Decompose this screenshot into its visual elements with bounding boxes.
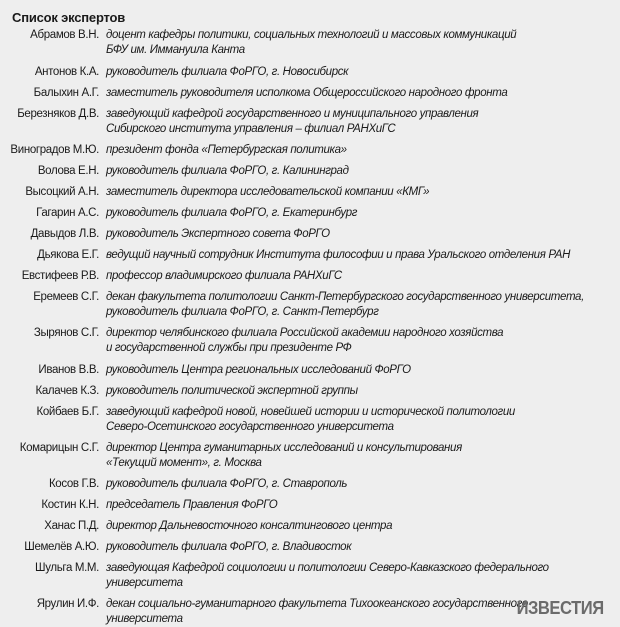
expert-row bbox=[0, 540, 620, 555]
izvestia-logo: ИЗВЕСТИЯ bbox=[516, 598, 604, 618]
expert-name: Балыхин А.Г. bbox=[33, 87, 99, 99]
expert-name: Ярулин И.Ф. bbox=[36, 598, 99, 610]
expert-name: Шемелёв А.Ю. bbox=[24, 541, 99, 553]
expert-description: директор Дальневосточного консалтингового центра bbox=[106, 520, 393, 532]
expert-row bbox=[0, 405, 620, 435]
expert-name: Абрамов В.Н. bbox=[30, 29, 99, 41]
expert-row bbox=[0, 477, 620, 492]
expert-description: заведующий кафедрой государственного и муниципального управления Сибирского института управления – филиал РАНХиГС bbox=[106, 108, 479, 135]
expert-row bbox=[0, 86, 620, 101]
expert-name: Ханас П.Д. bbox=[44, 520, 99, 532]
expert-description: заведующий кафедрой новой, новейшей истории и исторической политологии Северо-Осетинского государственного университета bbox=[106, 406, 515, 433]
expert-name: Калачев К.З. bbox=[35, 385, 99, 397]
expert-list bbox=[0, 28, 620, 627]
expert-description: руководитель Центра региональных исследований ФоРГО bbox=[106, 364, 411, 376]
expert-description: руководитель филиала ФоРГО, г. Калининград bbox=[106, 165, 349, 177]
expert-description: декан социально-гуманитарного факультета Тихоокеанского государственного университета bbox=[106, 598, 528, 625]
expert-name: Зырянов С.Г. bbox=[33, 327, 99, 339]
expert-row bbox=[0, 498, 620, 513]
expert-description: председатель Правления ФоРГО bbox=[106, 499, 278, 511]
expert-description: декан факультета политологии Санкт-Петербургского государственного университета, руководитель филиала ФоРГО, г. Санкт-Петербург bbox=[106, 291, 584, 318]
expert-name: Шульга М.М. bbox=[35, 562, 99, 574]
expert-description: руководитель политической экспертной группы bbox=[106, 385, 358, 397]
expert-description: руководитель филиала ФоРГО, г. Екатеринбург bbox=[106, 207, 358, 219]
expert-name: Виноградов М.Ю. bbox=[10, 144, 99, 156]
expert-name: Евстифеев Р.В. bbox=[21, 270, 99, 282]
expert-row bbox=[0, 206, 620, 221]
expert-row bbox=[0, 143, 620, 158]
expert-row bbox=[0, 384, 620, 399]
expert-row bbox=[0, 326, 620, 356]
expert-description: руководитель филиала ФоРГО, г. Ставрополь bbox=[106, 478, 348, 490]
expert-description: заведующая Кафедрой социологии и политологии Северо-Кавказского федерального университета bbox=[106, 562, 549, 589]
expert-description: ведущий научный сотрудник Института философии и права Уральского отделения РАН bbox=[106, 249, 571, 261]
expert-row bbox=[0, 290, 620, 320]
expert-name: Антонов К.А. bbox=[34, 66, 99, 78]
expert-description: доцент кафедры политики, социальных технологий и массовых коммуникаций БФУ им. Иммануила Канта bbox=[106, 29, 517, 56]
expert-description: руководитель филиала ФоРГО, г. Владивосток bbox=[106, 541, 352, 553]
expert-row bbox=[0, 363, 620, 378]
expert-row bbox=[0, 65, 620, 80]
expert-name: Гагарин А.С. bbox=[36, 207, 99, 219]
expert-row bbox=[0, 227, 620, 242]
expert-description: заместитель руководителя исполкома Общероссийского народного фронта bbox=[106, 87, 508, 99]
expert-description: руководитель филиала ФоРГО, г. Новосибирск bbox=[106, 66, 349, 78]
expert-row bbox=[0, 107, 620, 137]
expert-row bbox=[0, 519, 620, 534]
expert-description: президент фонда «Петербургская политика» bbox=[106, 144, 347, 156]
expert-description: директор челябинского филиала Российской академии народного хозяйства и государственной службы при президенте РФ bbox=[106, 327, 504, 354]
expert-name: Комарицын С.Г. bbox=[19, 442, 99, 454]
expert-row bbox=[0, 28, 620, 58]
expert-description: руководитель Экспертного совета ФоРГО bbox=[106, 228, 330, 240]
expert-row bbox=[0, 269, 620, 284]
expert-row bbox=[0, 441, 620, 471]
expert-description: профессор владимирского филиала РАНХиГС bbox=[106, 270, 342, 282]
expert-name: Давыдов Л.В. bbox=[30, 228, 99, 240]
expert-name: Койбаев Б.Г. bbox=[36, 406, 99, 418]
list-title: Список экспертов bbox=[12, 10, 126, 25]
expert-name: Волова Е.Н. bbox=[37, 165, 99, 177]
expert-row bbox=[0, 248, 620, 263]
expert-row bbox=[0, 561, 620, 591]
expert-name: Еремеев С.Г. bbox=[33, 291, 99, 303]
expert-name: Березняков Д.В. bbox=[17, 108, 99, 120]
expert-description: заместитель директора исследовательской компании «КМГ» bbox=[106, 186, 430, 198]
expert-name: Иванов В.В. bbox=[38, 364, 99, 376]
expert-row bbox=[0, 185, 620, 200]
expert-description: директор Центра гуманитарных исследований и консультирования «Текущий момент», г. Москва bbox=[106, 442, 462, 469]
expert-name: Костин К.Н. bbox=[41, 499, 99, 511]
expert-name: Косов Г.В. bbox=[48, 478, 99, 490]
expert-name: Дьякова Е.Г. bbox=[37, 249, 99, 261]
expert-name: Высоцкий А.Н. bbox=[25, 186, 99, 198]
expert-row bbox=[0, 164, 620, 179]
